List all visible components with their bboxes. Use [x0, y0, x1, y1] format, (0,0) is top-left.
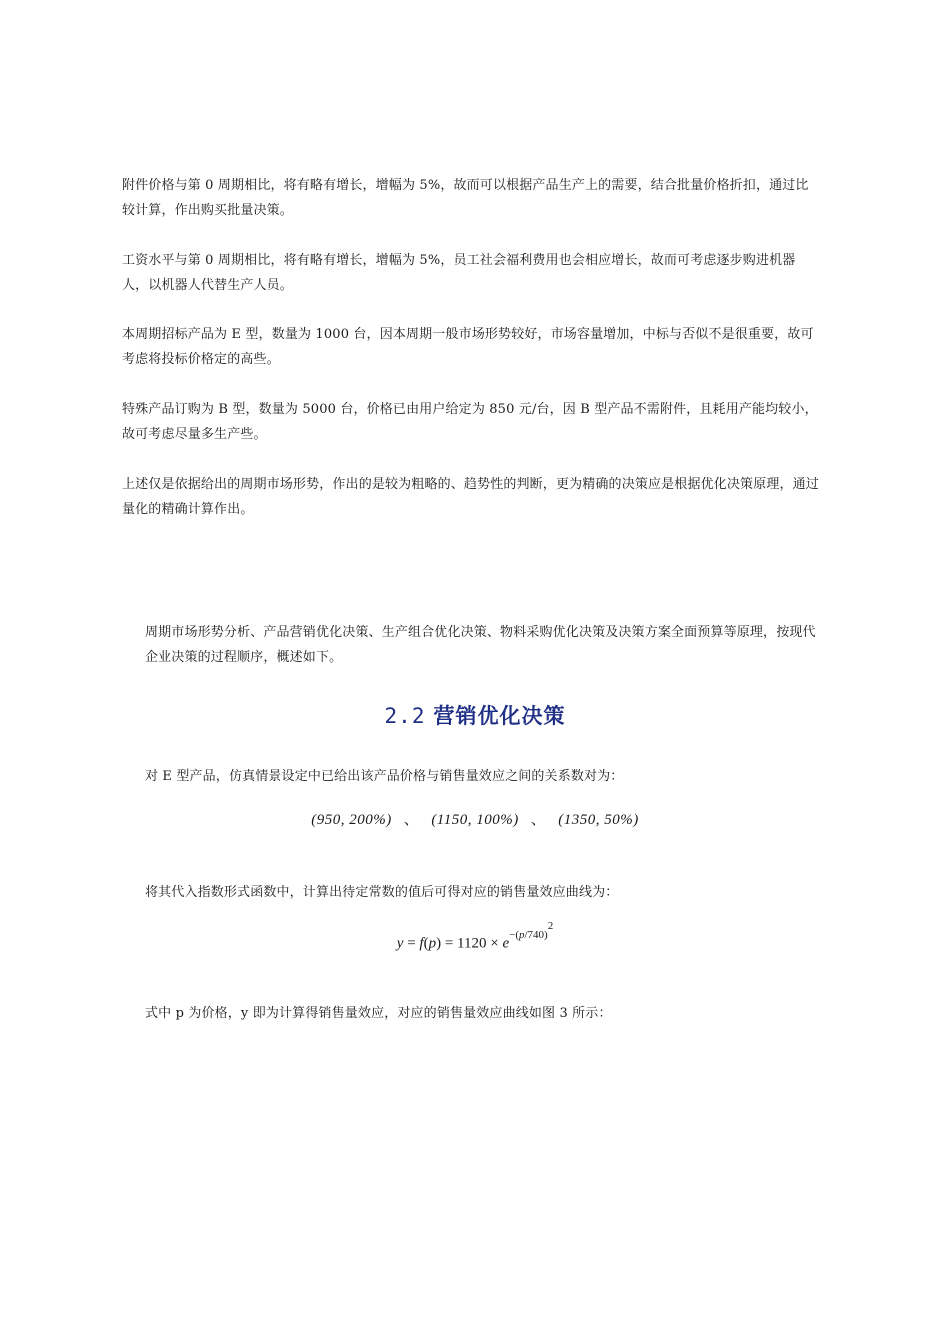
eq-exponent-power: 2 [547, 920, 554, 932]
relation-pair-2: (1150, 100%) [431, 812, 519, 828]
eq-close-paren: ) [436, 935, 442, 952]
paragraph-summary: 上述仅是依据给出的周期市场形势，作出的是较为粗略的、趋势性的判断，更为精确的决策应是根据优化决策原理，通过量化的精确计算作出。 [122, 477, 819, 517]
relation-pair-3: (1350, 50%) [558, 812, 639, 828]
eq-y: y [396, 935, 404, 952]
relation-pair-1: (950, 200%) [311, 812, 392, 828]
eq-exponent-p: p [519, 928, 525, 941]
eq-exponent-prefix: −( [509, 928, 519, 941]
pair-separator-1: 、 [403, 812, 420, 828]
paragraph-wage-level: 工资水平与第 0 周期相比，将有略有增长，增幅为 5%，员工社会福利费用也会相应增长，故而可考虑逐步购进机器人，以机器人代替生产人员。 [122, 253, 796, 293]
paragraph-variable-explanation: 式中 p 为价格，y 即为计算得销售量效应，对应的销售量效应曲线如图 3 所示： [145, 1006, 612, 1021]
eq-exponent-div: /740) [524, 928, 548, 941]
relation-pairs-formula [0, 808, 950, 829]
pair-separator-2: 、 [530, 812, 547, 828]
section-number: 2.2 [384, 704, 426, 728]
paragraph-special-order: 特殊产品订购为 B 型，数量为 5000 台，价格已由用户给定为 850 元/台，因 B 型产品不需附件，且耗用产能均较小，故可考虑尽量多生产些。 [122, 402, 818, 442]
paragraph-tender-product: 本周期招标产品为 E 型，数量为 1000 台，因本周期一般市场形势较好，市场容量增加，中标与否似不是很重要，故可考虑将投标价格定的高些。 [122, 327, 814, 367]
eq-rhs: = 1120 × [441, 935, 503, 952]
eq-f: f [419, 935, 424, 952]
section-title: 营销优化决策 [433, 704, 566, 728]
section-heading [0, 700, 950, 730]
sales-effect-equation [0, 920, 950, 953]
eq-p: p [428, 935, 437, 952]
eq-open-paren: ( [423, 935, 429, 952]
eq-equals: = [403, 935, 420, 952]
paragraph-accessory-price: 附件价格与第 0 周期相比，将有略有增长，增幅为 5%，故而可以根据产品生产上的需要，结合批量价格折扣，通过比较计算，作出购买批量决策。 [122, 178, 809, 218]
paragraph-relation-pairs-intro: 对 E 型产品，仿真情景设定中已给出该产品价格与销售量效应之间的关系数对为： [145, 769, 624, 784]
paragraph-curve-intro: 将其代入指数形式函数中，计算出待定常数的值后可得对应的销售量效应曲线为： [145, 885, 619, 900]
eq-e: e [502, 935, 510, 952]
eq-exponent [509, 920, 554, 941]
paragraph-overview: 周期市场形势分析、产品营销优化决策、生产组合优化决策、物料采购优化决策及决策方案全面预算等原理，按现代企业决策的过程顺序，概述如下。 [145, 625, 816, 665]
